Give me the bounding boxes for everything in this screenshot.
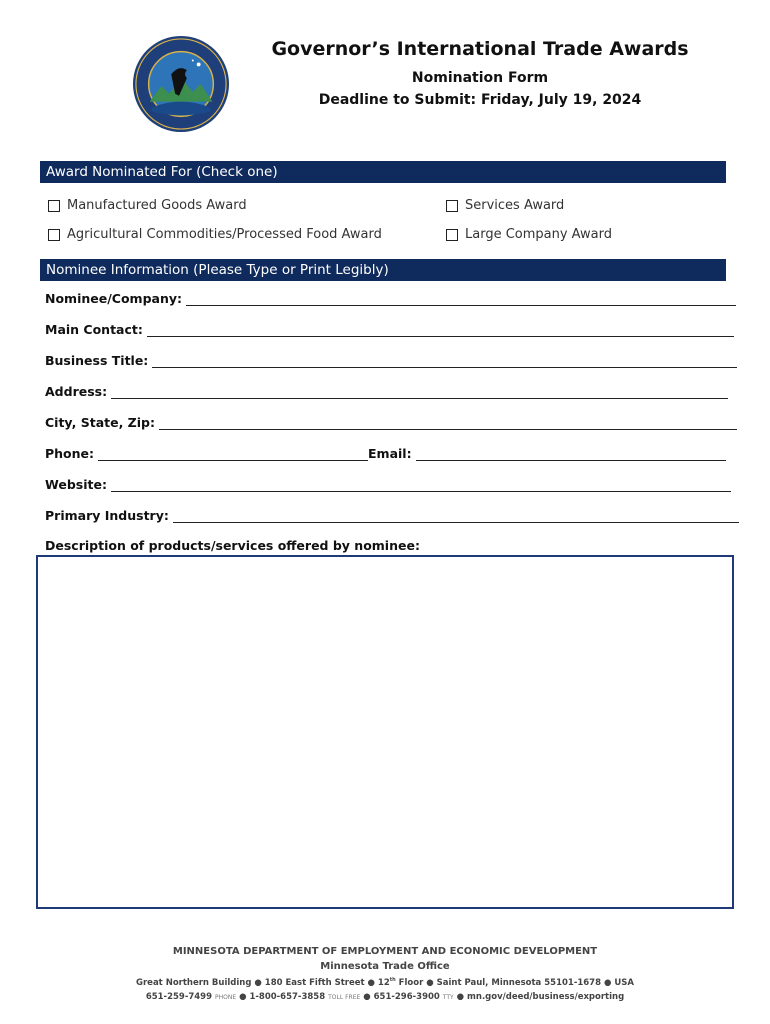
city-state-zip-input[interactable] — [159, 415, 737, 430]
nominee-section-heading: Nominee Information (Please Type or Print Legibly) — [40, 259, 726, 281]
field-label: Primary Industry: — [45, 508, 169, 523]
field-phone — [45, 446, 368, 461]
checkbox-services[interactable] — [446, 198, 564, 213]
checkbox-label: Large Company Award — [465, 227, 613, 242]
field-label: Nominee/Company: — [45, 291, 182, 306]
field-label: Website: — [45, 477, 107, 492]
field-label: City, State, Zip: — [45, 415, 155, 430]
checkbox-icon[interactable] — [446, 229, 458, 241]
address-input[interactable] — [111, 384, 728, 399]
checkbox-large-company[interactable] — [446, 227, 612, 242]
state-seal-logo — [132, 35, 230, 133]
footer-org: MINNESOTA DEPARTMENT OF EMPLOYMENT AND ECONOMIC DEVELOPMENT — [172, 946, 598, 957]
field-label: Business Title: — [45, 353, 149, 368]
field-label: Address: — [45, 384, 108, 399]
field-email — [368, 446, 726, 461]
deadline-text: Deadline to Submit: Friday, July 19, 2024 — [318, 92, 642, 108]
field-contact — [45, 322, 734, 337]
footer-phone: 651-259-7499 — [145, 992, 213, 1002]
contact-input[interactable] — [147, 322, 734, 337]
field-business-title — [45, 353, 737, 368]
field-primary-industry — [45, 508, 739, 523]
field-city-state-zip — [45, 415, 737, 430]
field-company — [45, 291, 736, 306]
checkbox-icon[interactable] — [48, 200, 60, 212]
footer-website-link[interactable]: mn.gov/deed/business/exporting — [467, 992, 625, 1002]
footer-tty: 651-296-3900 — [373, 992, 440, 1002]
website-input[interactable] — [111, 477, 731, 492]
field-label: Email: — [368, 446, 412, 461]
field-website — [45, 477, 731, 492]
description-textarea[interactable] — [36, 555, 734, 909]
checkbox-icon[interactable] — [48, 229, 60, 241]
checkbox-icon[interactable] — [446, 200, 458, 212]
field-label: Main Contact: — [45, 322, 143, 337]
field-label: Phone: — [45, 446, 95, 461]
phone-input[interactable] — [98, 446, 368, 461]
footer-tollfree: 1-800-657-3858 — [249, 992, 326, 1002]
footer-address: Great Northern Building ● 180 East Fifth Street ● 12th Floor ● Saint Paul, Minnesota 55101-1678 ● USA — [136, 977, 634, 988]
primary-industry-input[interactable] — [173, 508, 739, 523]
checkbox-label: Agricultural Commodities/Processed Food Award — [67, 227, 382, 242]
description-label: Description of products/services offered by nominee: — [45, 538, 420, 553]
form-subtitle: Nomination Form — [411, 70, 549, 86]
page-title: Governor’s International Trade Awards — [271, 38, 689, 60]
email-input[interactable] — [416, 446, 726, 461]
checkbox-label: Manufactured Goods Award — [67, 198, 247, 213]
company-input[interactable] — [186, 291, 736, 306]
checkbox-agricultural[interactable] — [48, 227, 382, 242]
checkbox-manufactured-goods[interactable] — [48, 198, 247, 213]
field-address — [45, 384, 728, 399]
business-title-input[interactable] — [152, 353, 737, 368]
footer-office: Minnesota Trade Office — [320, 961, 450, 972]
award-section-heading: Award Nominated For (Check one) — [40, 161, 726, 183]
footer-contact: 651-259-7499 PHONE ● 1-800-657-3858 TOLL FREE ● 651-296-3900 TTY ● mn.gov/deed/business/exporting — [145, 992, 625, 1002]
checkbox-label: Services Award — [465, 198, 565, 213]
